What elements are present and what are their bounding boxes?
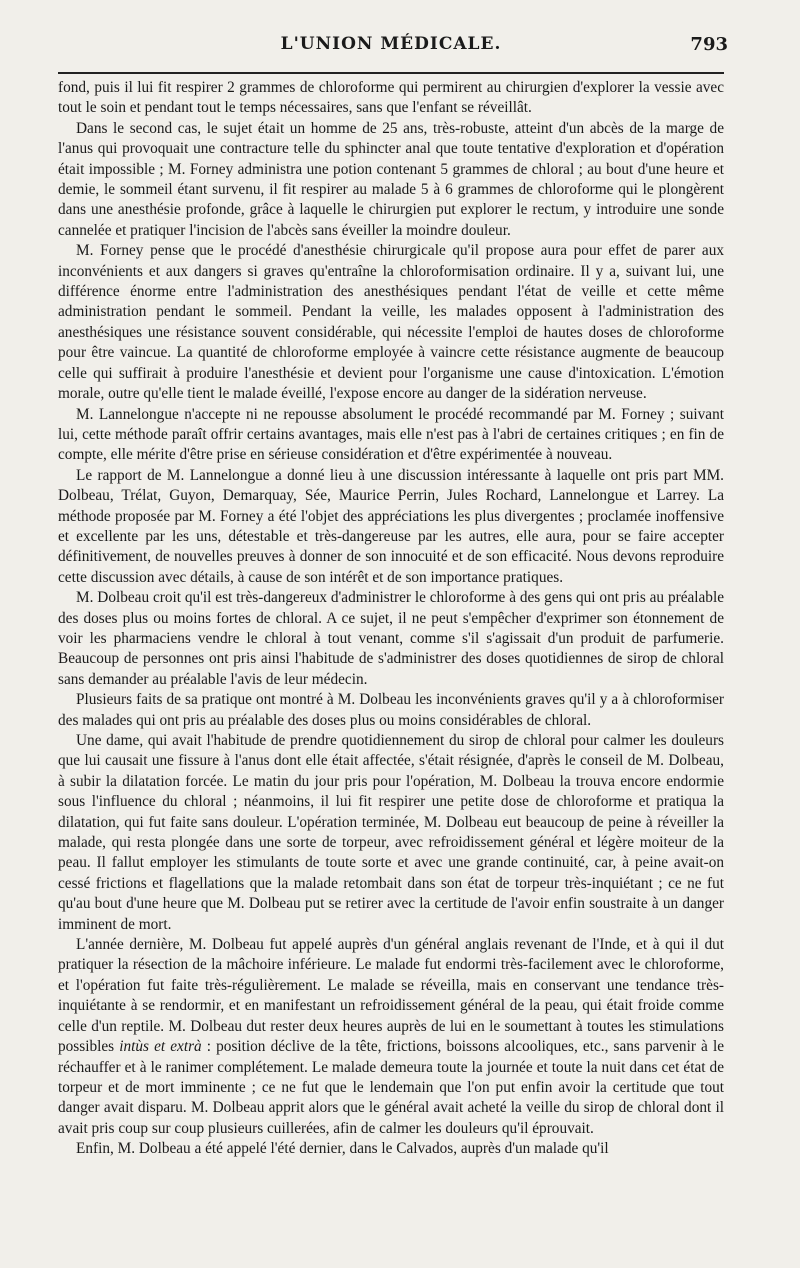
document-page: [58, 30, 728, 1160]
page-number: 793: [690, 34, 728, 55]
paragraph-text: : position déclive de la tête, frictions, boissons alcooliques, etc., sans parvenir à le réchauffer et à le ranimer complétement. Le malade demeura toute la journée et toute la nuit dans cet état de torpeur et de mort imminente ; ce ne fut que le lendemain que l'on put enfin avoir la certitude que tout danger avait disparu. M. Dolbeau apprit alors que le général avait acheté la veille du sirop de chloral dont il avait pris coup sur coup plusieurs cuillerées, afin de calmer les douleurs qu'il éprouvait.: [58, 1038, 724, 1137]
paragraph: M. Lannelongue n'accepte ni ne repousse absolument le procédé recommandé par M. Forney ; suivant lui, cette méthode paraît offrir certains avantages, mais elle n'est pas à l'abri de certaines critiques ; en fin de compte, elle mérite d'être prise en sérieuse considération et d'être expérimentée à nouveau.: [58, 405, 724, 464]
paragraph: Plusieurs faits de sa pratique ont montré à M. Dolbeau les inconvénients graves qu'il y a à chloroformiser des malades qui ont pris au préalable des doses plus ou moins considérables de chloral.: [58, 691, 724, 729]
page-header: [58, 30, 728, 64]
running-title: L'UNION MÉDICALE.: [280, 34, 502, 54]
paragraph: Une dame, qui avait l'habitude de prendre quotidiennement du sirop de chloral pour calmer les douleurs que lui causait une fissure à l'anus dont elle était affectée, s'était résignée, d'après le conseil de M. Dolbeau, à subir la dilatation forcée. Le matin du jour pris pour l'opération, M. Dolbeau la trouva encore endormie sous l'influence du chloral ; néanmoins, il lui fit respirer une petite dose de chloroforme et pratiqua la dilatation, qui fut faite sans douleur. L'opération terminée, M. Dolbeau eut beaucoup de peine à réveiller la malade, qui resta plongée dans une sorte de torpeur, avec refroidissement général et légère moiteur de la peau. Il fallut employer les stimulants de toute sorte et avec une grande continuité, car, à peine avait-on cessé frictions et flagellations que la malade retombait dans son état de torpeur très-inquiétant ; ce ne fut qu'au bout d'une heure que M. Dolbeau put se retirer avec la certitude de l'avoir enfin soustraite à un danger imminent de mort.: [58, 732, 724, 933]
paragraph: [58, 935, 724, 1139]
italic-phrase: intùs et extrà: [119, 1038, 202, 1056]
paragraph: fond, puis il lui fit respirer 2 grammes de chloroforme qui permirent au chirurgien d'explorer la vessie avec tout le soin et pendant tout le temps nécessaires, sans que l'enfant se réveillât.: [58, 79, 724, 117]
paragraph-text: L'année dernière, M. Dolbeau fut appelé auprès d'un général anglais revenant de l'Inde, et à qui il dut pratiquer la résection de la mâchoire inférieure. Le malade fut endormi très-facilement avec le chloroforme, et l'opération fut faite très-régulièrement. Le malade se réveilla, mais en conservant une tendance très-inquiétante à se rendormir, et en manifestant un refroidissement général de la peau, qui était froide comme celle d'un reptile. M. Dolbeau dut rester deux heures auprès de lui en le soumettant à toutes les stimulations possibles: [58, 936, 724, 1056]
paragraph: Dans le second cas, le sujet était un homme de 25 ans, très-robuste, atteint d'un abcès de la marge de l'anus qui provoquait une contracture telle du sphincter anal que toute tentative d'exploration et d'opération était impossible ; M. Forney administra une potion contenant 5 grammes de chloral ; au bout d'une heure et demie, le sommeil étant survenu, il fit respirer au malade 5 à 6 grammes de chloroforme qui le plongèrent dans une anesthésie profonde, grâce à laquelle le chirurgien put explorer le rectum, y introduire une sonde cannelée et pratiquer l'incision de l'abcès sans éveiller la moindre douleur.: [58, 119, 724, 239]
paragraph: M. Forney pense que le procédé d'anesthésie chirurgicale qu'il propose aura pour effet de parer aux inconvénients et aux dangers si graves qu'entraîne la chloroformisation ordinaire. Il y a, suivant lui, une différence énorme entre l'administration des anesthésiques pendant l'état de veille et cette même administration pendant le sommeil. Pendant la veille, les malades opposent à l'administration des anesthésiques une résistance souvent considérable, qui nécessite l'emploi de hautes doses de chloroforme pour être vaincue. La quantité de chloroforme employée à vaincre cette résistance augmente de beaucoup celle qui suffirait à produire l'anesthésie et devient pour l'organisme une cause d'intoxication. L'émotion morale, outre qu'elle tient le malade éveillé, l'expose encore au danger de la sidération nerveuse.: [58, 242, 724, 403]
paragraph: M. Dolbeau croit qu'il est très-dangereux d'administrer le chloroforme à des gens qui ont pris au préalable des doses plus ou moins fortes de chloral. A ce sujet, il ne peut s'empêcher d'exprimer son étonnement de voir les pharmaciens vendre le chloral à tout venant, comme s'il s'agissait d'un produit de parfumerie. Beaucoup de personnes ont pris ainsi l'habitude de s'administrer des doses quotidiennes de sirop de chloral sans demander au préalable l'avis de leur médecin.: [58, 589, 724, 688]
article-body: [58, 78, 724, 1160]
header-rule: [58, 72, 724, 74]
paragraph: Le rapport de M. Lannelongue a donné lieu à une discussion intéressante à laquelle ont pris part MM. Dolbeau, Trélat, Guyon, Demarquay, Sée, Maurice Perrin, Jules Rochard, Lannelongue et Larrey. La méthode proposée par M. Forney a été l'objet des appréciations les plus divergentes ; proclamée inoffensive et excellente par les uns, détestable et très-dangereuse par les autres, elle aura, pour se faire accepter définitivement, de nouvelles preuves à donner de son innocuité et de son efficacité. Nous devons reproduire cette discussion avec détails, à cause de son intérêt et de son importance pratiques.: [58, 466, 724, 586]
paragraph: Enfin, M. Dolbeau a été appelé l'été dernier, dans le Calvados, auprès d'un malade qu'il: [76, 1140, 609, 1158]
